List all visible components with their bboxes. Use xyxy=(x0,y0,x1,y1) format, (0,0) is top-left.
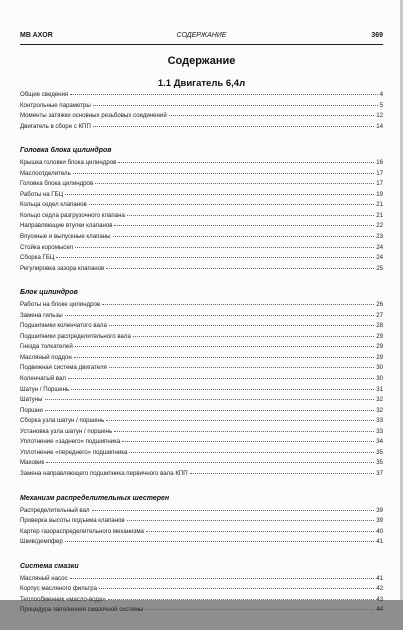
dot-leader xyxy=(70,94,377,95)
toc-entry-page: 22 xyxy=(376,222,383,230)
dot-leader xyxy=(127,520,375,521)
toc-entry xyxy=(20,385,383,396)
dot-leader xyxy=(65,194,374,195)
toc-entry xyxy=(20,416,383,427)
dot-leader xyxy=(102,304,374,305)
toc-entry-page: 29 xyxy=(376,343,383,351)
dot-leader xyxy=(95,183,374,184)
toc-entry-title: Подшипники распределительного вала xyxy=(20,332,131,340)
toc-entry-page: 31 xyxy=(376,385,383,393)
toc-entry-title: Направляющие втулки клапанов xyxy=(20,222,113,230)
dot-leader xyxy=(89,204,374,205)
toc-entry-title: Подвижная система двигателя xyxy=(20,364,107,372)
toc-intro-section xyxy=(20,90,383,132)
dot-leader xyxy=(118,162,374,163)
toc-section-title: Блок цилиндров xyxy=(20,289,78,297)
toc-entry xyxy=(20,437,383,448)
header-section: СОДЕРЖАНИЕ xyxy=(176,32,227,39)
toc-entry-page: 37 xyxy=(376,469,383,477)
dot-leader xyxy=(93,105,378,106)
toc-entry-title: Коленчатый вал xyxy=(20,375,66,383)
toc-entry xyxy=(20,448,383,459)
dot-leader xyxy=(65,315,375,316)
toc-entry-title: Шатун / Поршень xyxy=(20,385,70,393)
dot-leader xyxy=(93,126,374,127)
dot-leader xyxy=(114,431,374,432)
toc-entry-page: 33 xyxy=(376,427,383,435)
toc-entry-title: Уплотнение «заднего» подшипника xyxy=(20,438,121,446)
toc-entry-title: Корпус масляного фильтра xyxy=(20,585,97,593)
toc-entry-title: Теплообменник «масло-вода» xyxy=(20,595,106,603)
toc-entry-page: 40 xyxy=(376,527,383,535)
toc-entry xyxy=(20,427,383,438)
dot-leader xyxy=(109,325,374,326)
toc-entry-title: Уплотнение «переднего» подшипника xyxy=(20,448,128,456)
toc-entry-page: 42 xyxy=(376,585,383,593)
toc-entry xyxy=(20,169,383,180)
toc-section xyxy=(20,562,383,616)
toc-entry-title: Контрольные параметры xyxy=(20,101,91,109)
dot-leader xyxy=(99,588,374,589)
toc-entry xyxy=(20,311,383,322)
toc-entry-title: Шкив/демпфер xyxy=(20,538,63,546)
toc-entry-page: 5 xyxy=(379,101,383,109)
toc-entry xyxy=(20,516,383,527)
toc-entry xyxy=(20,243,383,254)
dot-leader xyxy=(92,510,375,511)
toc-entry-page: 39 xyxy=(376,517,383,525)
toc-entry xyxy=(20,527,383,538)
toc-entry xyxy=(20,469,383,480)
dot-leader xyxy=(133,336,374,337)
toc-entry-page: 32 xyxy=(376,406,383,414)
toc-entry xyxy=(20,158,383,169)
toc-entry-page: 28 xyxy=(376,322,383,330)
dot-leader xyxy=(73,173,374,174)
toc-entry-title: Регулировка зазора клапанов xyxy=(20,264,105,272)
toc-entry-title: Распределительный вал xyxy=(20,506,90,514)
toc-entry-page: 23 xyxy=(376,233,383,241)
toc-entry xyxy=(20,200,383,211)
toc-entry-page: 19 xyxy=(376,190,383,198)
toc-entry-title: Поршни xyxy=(20,406,43,414)
toc-entry-title: Проверка высоты подъема клапанов xyxy=(20,517,125,525)
chapter-title: 1.1 Двигатель 6,4л xyxy=(157,78,246,89)
dot-leader xyxy=(122,441,374,442)
running-header xyxy=(20,32,383,44)
toc-entry-page: 35 xyxy=(376,448,383,456)
toc-entry-page: 17 xyxy=(376,180,383,188)
dot-leader xyxy=(129,452,374,453)
toc-entry-page: 32 xyxy=(376,396,383,404)
toc-entry xyxy=(20,101,383,112)
toc-entry-title: Маховик xyxy=(20,459,45,467)
toc-entry-page: 39 xyxy=(376,506,383,514)
dot-leader xyxy=(68,378,374,379)
dot-leader xyxy=(109,367,374,368)
toc-entry-title: Маслоотделитель xyxy=(20,169,71,177)
dot-leader xyxy=(127,215,374,216)
toc-entry xyxy=(20,458,383,469)
dot-leader xyxy=(75,247,374,248)
toc-entry xyxy=(20,584,383,595)
toc-entry-title: Сборка узла шатун / поршень xyxy=(20,417,105,425)
toc-entry xyxy=(20,395,383,406)
dot-leader xyxy=(108,599,375,600)
dot-leader xyxy=(75,346,374,347)
toc-entry xyxy=(20,179,383,190)
toc-entry-page: 44 xyxy=(376,606,383,614)
table-of-contents xyxy=(20,90,383,630)
toc-entry-title: Замена направляющего подшипника первичного вала КПП xyxy=(20,469,188,477)
toc-entry xyxy=(20,253,383,264)
toc-entry-title: Крышка головки блока цилиндров xyxy=(20,159,117,167)
toc-entry xyxy=(20,332,383,343)
toc-entry xyxy=(20,605,383,616)
dot-leader xyxy=(71,389,374,390)
toc-entry-page: 33 xyxy=(376,417,383,425)
toc-entry-page: 29 xyxy=(376,332,383,340)
toc-entry-page: 35 xyxy=(376,459,383,467)
header-model: MB AXOR xyxy=(20,32,53,39)
toc-entry-title: Общие сведения xyxy=(20,91,69,98)
toc-entry-page: 41 xyxy=(376,538,383,546)
toc-entry-title: Головка блока цилиндров xyxy=(20,180,94,188)
toc-entry xyxy=(20,111,383,122)
toc-section-title: Система смазки xyxy=(20,562,79,570)
toc-entry-title: Шатуны xyxy=(20,396,43,404)
toc-entry-title: Замена гильзы xyxy=(20,311,63,319)
toc-entry-page: 17 xyxy=(376,169,383,177)
toc-entry-page: 12 xyxy=(376,112,383,120)
toc-entry xyxy=(20,221,383,232)
toc-entry xyxy=(20,374,383,385)
toc-entry-title: Впускные и выпускные клапаны xyxy=(20,233,111,241)
toc-entry xyxy=(20,232,383,243)
toc-entry xyxy=(20,406,383,417)
toc-entry-page: 27 xyxy=(376,311,383,319)
dot-leader xyxy=(56,257,374,258)
dot-leader xyxy=(145,609,374,610)
header-page-number: 369 xyxy=(371,32,383,39)
toc-entry-title: Подшипники коленчатого вала xyxy=(20,322,107,330)
toc-entry-title: Сборка ГБЦ xyxy=(20,254,55,262)
toc-entry xyxy=(20,342,383,353)
toc-entry xyxy=(20,190,383,201)
toc-section xyxy=(20,146,383,274)
toc-entry xyxy=(20,122,383,133)
header-rule xyxy=(20,44,383,45)
toc-entry-title: Кольцо седла разгрузочного клапана xyxy=(20,211,125,219)
dot-leader xyxy=(65,541,374,542)
toc-entry-page: 14 xyxy=(376,122,383,130)
dot-leader xyxy=(74,357,375,358)
toc-entry xyxy=(20,363,383,374)
toc-entry-page: 21 xyxy=(376,201,383,209)
toc-entry-title: Гнезда толкателей xyxy=(20,343,73,351)
dot-leader xyxy=(70,578,375,579)
dot-leader xyxy=(146,531,374,532)
toc-entry xyxy=(20,537,383,548)
toc-entry xyxy=(20,353,383,364)
toc-entry xyxy=(20,211,383,222)
dot-leader xyxy=(106,420,374,421)
toc-entry-page: 4 xyxy=(379,91,383,98)
toc-entry xyxy=(20,506,383,517)
toc-entry-title: Двигатель в сборе с КПП xyxy=(20,122,91,130)
dot-leader xyxy=(114,225,374,226)
toc-entry-title: Работы на блоке цилиндров xyxy=(20,301,101,309)
dot-leader xyxy=(106,268,374,269)
toc-entry-page: 25 xyxy=(376,264,383,272)
dot-leader xyxy=(113,236,375,237)
toc-entry-title: Масляный поддон xyxy=(20,353,72,361)
toc-entry-page: 30 xyxy=(376,375,383,383)
toc-section xyxy=(20,494,383,548)
toc-entry-title: Процедура заполнения смазочной системы xyxy=(20,606,144,614)
dot-leader xyxy=(45,410,374,411)
toc-entry-page: 16 xyxy=(376,159,383,167)
toc-entry-title: Стойка коромысел xyxy=(20,243,74,251)
toc-entry-page: 41 xyxy=(376,574,383,582)
toc-entry-page: 43 xyxy=(376,595,383,603)
toc-entry-page: 30 xyxy=(376,364,383,372)
dot-leader xyxy=(169,115,374,116)
toc-entry-page: 26 xyxy=(376,301,383,309)
toc-entry-title: Кольца седел клапанов xyxy=(20,201,87,209)
toc-entry-title: Масляный насос xyxy=(20,574,68,582)
toc-entry xyxy=(20,321,383,332)
toc-entry-title: Работы на ГБЦ xyxy=(20,190,64,198)
toc-entry-page: 24 xyxy=(376,243,383,251)
toc-entry-title: Моменты затяжки основных резьбовых соединений xyxy=(20,112,167,120)
toc-section-title: Головка блока цилиндров xyxy=(20,147,112,155)
toc-entry-page: 24 xyxy=(376,254,383,262)
dot-leader xyxy=(190,473,375,474)
toc-entry-title: Картер газораспределительного механизма xyxy=(20,527,144,535)
toc-entry-title: Установка узла шатун / поршень xyxy=(20,427,113,435)
toc-entry xyxy=(20,595,383,606)
toc-entry-page: 29 xyxy=(376,353,383,361)
toc-entry-page: 34 xyxy=(376,438,383,446)
toc-section xyxy=(20,288,383,479)
toc-section-title: Механизм распределительных шестерен xyxy=(20,494,170,502)
toc-entry xyxy=(20,300,383,311)
toc-entry xyxy=(20,264,383,275)
dot-leader xyxy=(46,462,374,463)
dot-leader xyxy=(45,399,375,400)
toc-entry xyxy=(20,90,383,101)
toc-entry-page: 21 xyxy=(376,211,383,219)
page-title: Содержание xyxy=(167,55,236,67)
toc-entry xyxy=(20,574,383,585)
